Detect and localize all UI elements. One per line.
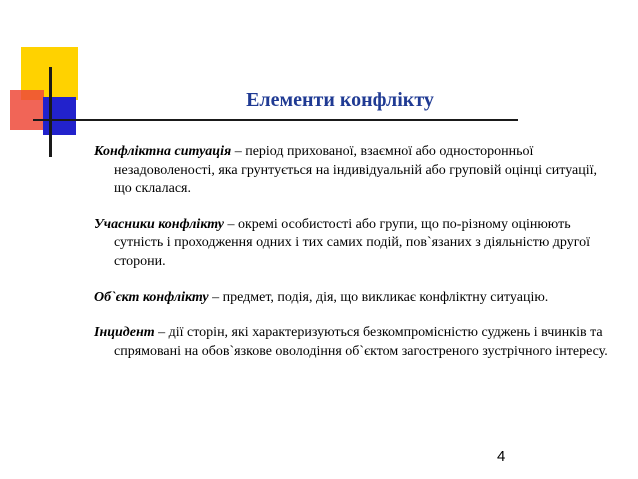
decorative-red-square <box>10 90 44 130</box>
definition-text: – предмет, подія, дія, що викликає конфліктну ситуацію. <box>208 289 549 305</box>
definition-term: Інцидент <box>94 325 155 341</box>
decorative-vertical-line <box>49 67 52 157</box>
definitions-list <box>94 143 618 378</box>
definition-term: Учасники конфлікту <box>94 216 224 232</box>
definition-conflict-object <box>94 289 618 308</box>
slide-title: Елементи конфлікту <box>246 89 434 111</box>
definition-text: – період прихованої, взаємної або односторонньої незадоволеності, яка грунтується на індивідуальній або груповій оцінці ситуації, що склалася. <box>114 144 598 197</box>
definition-term: Об`єкт конфлікту <box>94 289 209 305</box>
definition-text: – дії сторін, які характеризуються безкомпромісністю суджень і вчинків та спрямовані на обов`язкове оволодіння об`єктом загостреного зустрічного інтересу. <box>114 325 608 359</box>
decorative-blue-square <box>43 97 76 135</box>
definition-conflict-situation <box>94 143 618 199</box>
definition-text: – окремі особистості або групи, що по-різному оцінюють сутність і проходження одних і тих самих подій, пов`язаних з діяльністю другої сторони. <box>114 216 591 269</box>
decorative-horizontal-line <box>33 119 518 121</box>
definition-incident <box>94 324 618 361</box>
page-number: 4 <box>497 448 506 465</box>
definition-term: Конфліктна ситуація <box>94 144 232 159</box>
definition-conflict-participants <box>94 216 618 272</box>
